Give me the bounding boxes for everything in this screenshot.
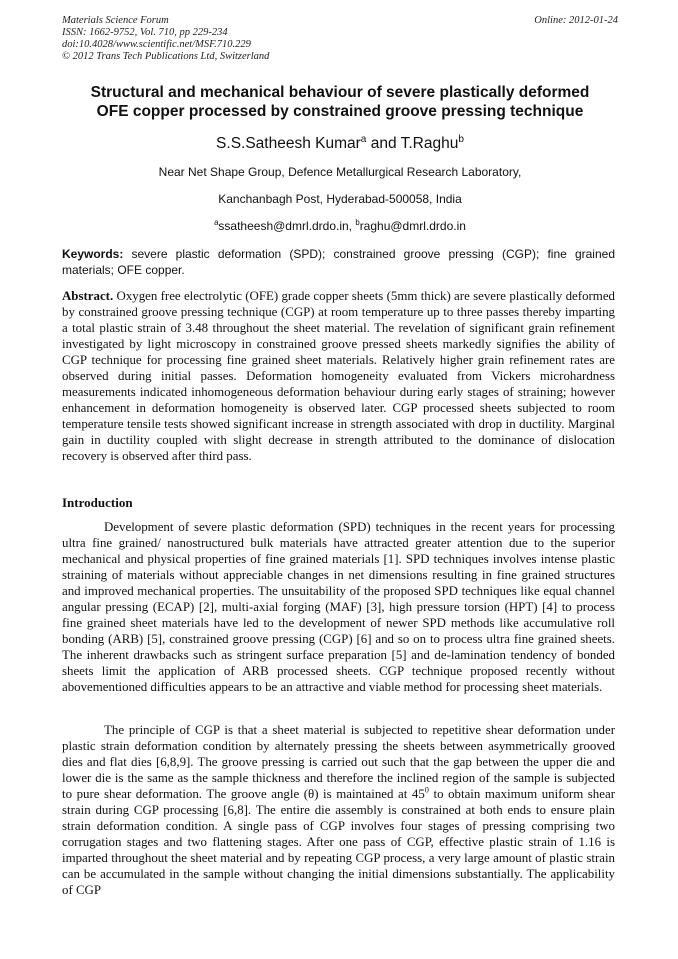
email-b: raghu@dmrl.drdo.in (359, 219, 466, 233)
author-1: S.S.Satheesh Kumar (216, 135, 361, 152)
degree-sup: 0 (424, 785, 429, 795)
author-and: and (366, 135, 401, 152)
author-list (62, 135, 618, 153)
intro-paragraph-2-part-a: The principle of CGP is that a sheet material is subjected to repetitive shear deformation under plastic strain deformation condition by alternately pressing the sheets between asymmetrically grooved dies and flat dies [6,8,9]. The groove pressing is carried out such that the gap between the upper die and lower die is the same as the sample thickness and therefore the inclined region of the sample is subjected to pure shear deformation. The groove angle (θ) is maintained at 45 (62, 723, 615, 801)
keywords-label: Keywords: (62, 247, 124, 261)
journal-copyright: © 2012 Trans Tech Publications Ltd, Switzerland (62, 51, 270, 62)
author-1-sup: a (360, 133, 367, 145)
author-emails (62, 219, 618, 233)
paper-title (62, 83, 618, 121)
author-2: T.Raghu (400, 135, 459, 152)
intro-paragraph-2-part-b: to obtain maximum uniform shear strain during CGP processing [6,8]. The entire die assembly is constrained at both ends to ensure plain strain deformation condition. A single pass of CGP involves four stages of pressing comprising two corrugation stages and two flattening stages. After one pass of CGP, effective plastic strain of 1.16 is imparted throughout the sheet material and by repeating CGP process, a very large amount of plastic strain can be accumulated in the sample without changing the initial dimensions substantially. The applicability of CGP (62, 787, 615, 897)
online-date: Online: 2012-01-24 (534, 15, 618, 26)
abstract-label: Abstract. (62, 289, 114, 303)
journal-doi: doi:10.4028/www.scientific.net/MSF.710.229 (62, 39, 251, 50)
title-line-2: OFE copper processed by constrained groove pressing technique (96, 103, 584, 120)
journal-name: Materials Science Forum (62, 15, 169, 26)
keywords-text: severe plastic deformation (SPD); constrained groove pressing (CGP); fine grained materials; OFE copper. (62, 247, 615, 277)
intro-paragraph-1: Development of severe plastic deformation (SPD) techniques in the recent years for processing ultra fine grained/ nanostructured bulk materials have attracted greater attention due to the superior mechanical and physical properties of fine grained materials [1]. SPD techniques involves intense plastic straining of materials without appreciable changes in net dimensions resulting in fine grained structures and improved mechanical properties. The unsuitability of the proposed SPD techniques like equal channel angular pressing (ECAP) [2], multi-axial forging (MAF) [3], high pressure torsion (HPT) [4] to process fine grained sheet materials have led to the development of newer SPD methods like accumulative roll bonding (ARB) [5], constrained groove pressing (CGP) [6] and so on to process ultra fine grained sheets. The inherent drawbacks such as stringent surface preparation [5] and de-lamination tendency of bonded sheets limit the application of ARB processed sheets. CGP technique proposed recently without abovementioned difficulties appears to be an attractive and viable method for processing sheet materials. (62, 520, 615, 694)
affiliation-line-1: Near Net Shape Group, Defence Metallurgical Research Laboratory, (158, 165, 522, 179)
author-2-sup: b (458, 133, 464, 145)
email-a-sup: a (214, 218, 219, 227)
abstract (62, 288, 615, 464)
journal-header (62, 15, 618, 63)
affiliation-line-2: Kanchanbagh Post, Hyderabad-500058, India (218, 192, 462, 206)
section-heading-introduction: Introduction (62, 495, 133, 510)
intro-paragraph-2 (62, 722, 615, 898)
journal-issn: ISSN: 1662-9752, Vol. 710, pp 229-234 (62, 27, 228, 38)
email-a: ssatheesh@dmrl.drdo.in, (218, 219, 356, 233)
email-b-sup: b (355, 218, 360, 227)
abstract-text: Oxygen free electrolytic (OFE) grade copper sheets (5mm thick) are severe plastically deformed by constrained groove pressing technique (CGP) at room temperature up to three passes thereby imparting a total plastic strain of 3.48 throughout the sheet material. The revelation of significant grain refinement investigated by light microscopy in constrained groove pressed sheets markedly signifies the ability of CGP technique for processing fine grained sheet materials. Relatively higher grain refinement rates are observed during initial passes. Deformation homogeneity evaluated from Vickers microhardness measurements indicated inhomogeneous deformation behaviour during early stages of straining; however enhancement in deformation homogeneity is observed later. CGP processed sheets subjected to room temperature tensile tests showed significant increase in strength associated with drop in ductility. Marginal gain in ductility coupled with slight decrease in strength attributed to the dominance of dislocation recovery is observed after third pass. (62, 289, 615, 463)
title-line-1: Structural and mechanical behaviour of severe plastically deformed (90, 84, 590, 101)
keywords (62, 246, 615, 278)
